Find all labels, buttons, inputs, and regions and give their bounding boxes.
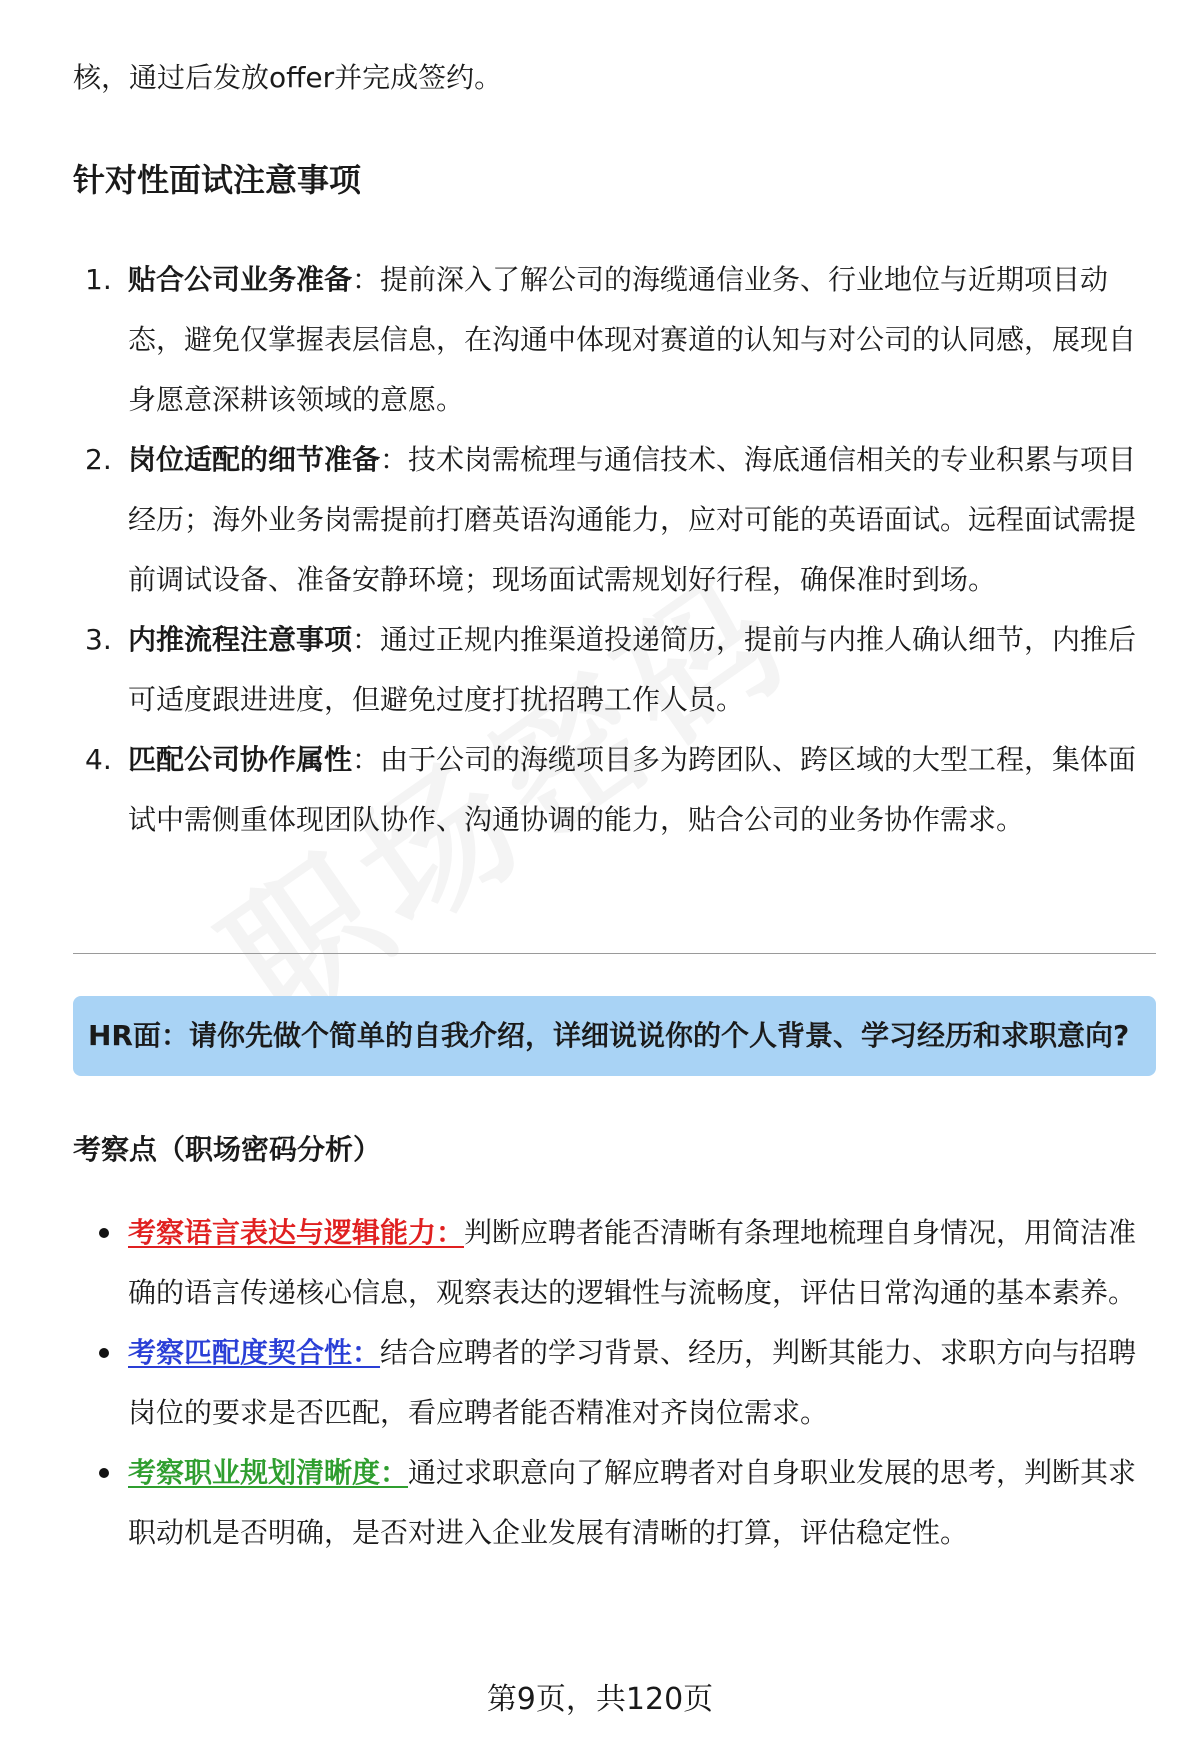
bullet-list	[73, 1203, 1143, 1563]
question-box: HR面：请你先做个简单的自我介绍，详细说说你的个人背景、学习经历和求职意向?	[73, 996, 1156, 1076]
list-number: 4.	[85, 743, 112, 776]
list-number: 1.	[85, 263, 112, 296]
list-number: 3.	[85, 623, 112, 656]
list-item	[73, 730, 1143, 850]
page-footer: 第9页，共120页	[486, 1682, 714, 1717]
bullet-item	[73, 1323, 1143, 1443]
item-label: 贴合公司业务准备	[128, 263, 353, 296]
bullet-item	[73, 1443, 1143, 1563]
bullet-text: 结合应聘者的学习背景、经历，判断其能力、求职方向与招聘岗位的要求是否匹配，看应聘者能否精准对齐岗位需求。	[128, 1336, 1137, 1429]
divider	[73, 953, 1156, 954]
ordered-list	[73, 250, 1143, 850]
intro-text: 核，通过后发放offer并完成签约。	[73, 61, 503, 94]
sub-title: 考察点（职场密码分析）	[73, 1133, 382, 1166]
bullet-label: 考察语言表达与逻辑能力：	[128, 1216, 465, 1249]
item-label: 匹配公司协作属性	[128, 743, 353, 776]
bullet-item	[73, 1203, 1143, 1323]
item-label: 内推流程注意事项	[128, 623, 353, 656]
item-text: ：通过正规内推渠道投递简历，提前与内推人确认细节，内推后可适度跟进进度，但避免过度打扰招聘工作人员。	[128, 623, 1137, 716]
bullet-dot-icon	[99, 1228, 109, 1238]
section-title: 针对性面试注意事项	[73, 161, 362, 199]
bullet-text: 通过求职意向了解应聘者对自身职业发展的思考，判断其求职动机是否明确，是否对进入企业发展有清晰的打算，评估稳定性。	[128, 1456, 1137, 1549]
list-item	[73, 610, 1143, 730]
item-text: ：技术岗需梳理与通信技术、海底通信相关的专业积累与项目经历；海外业务岗需提前打磨英语沟通能力，应对可能的英语面试。远程面试需提前调试设备、准备安静环境；现场面试需规划好行程，确保准时到场。	[128, 443, 1137, 596]
bullet-dot-icon	[99, 1468, 109, 1478]
item-text: ：提前深入了解公司的海缆通信业务、行业地位与近期项目动态，避免仅掌握表层信息，在沟通中体现对赛道的认知与对公司的认同感，展现自身愿意深耕该领域的意愿。	[128, 263, 1137, 416]
item-text: ：由于公司的海缆项目多为跨团队、跨区域的大型工程，集体面试中需侧重体现团队协作、沟通协调的能力，贴合公司的业务协作需求。	[128, 743, 1137, 836]
bullet-text: 判断应聘者能否清晰有条理地梳理自身情况，用简洁准确的语言传递核心信息，观察表达的逻辑性与流畅度，评估日常沟通的基本素养。	[128, 1216, 1137, 1309]
list-number: 2.	[85, 443, 112, 476]
list-item	[73, 250, 1143, 430]
list-item	[73, 430, 1143, 610]
bullet-dot-icon	[99, 1348, 109, 1358]
item-label: 岗位适配的细节准备	[128, 443, 381, 476]
bullet-label: 考察职业规划清晰度：	[128, 1456, 409, 1489]
bullet-label: 考察匹配度契合性：	[128, 1336, 381, 1369]
